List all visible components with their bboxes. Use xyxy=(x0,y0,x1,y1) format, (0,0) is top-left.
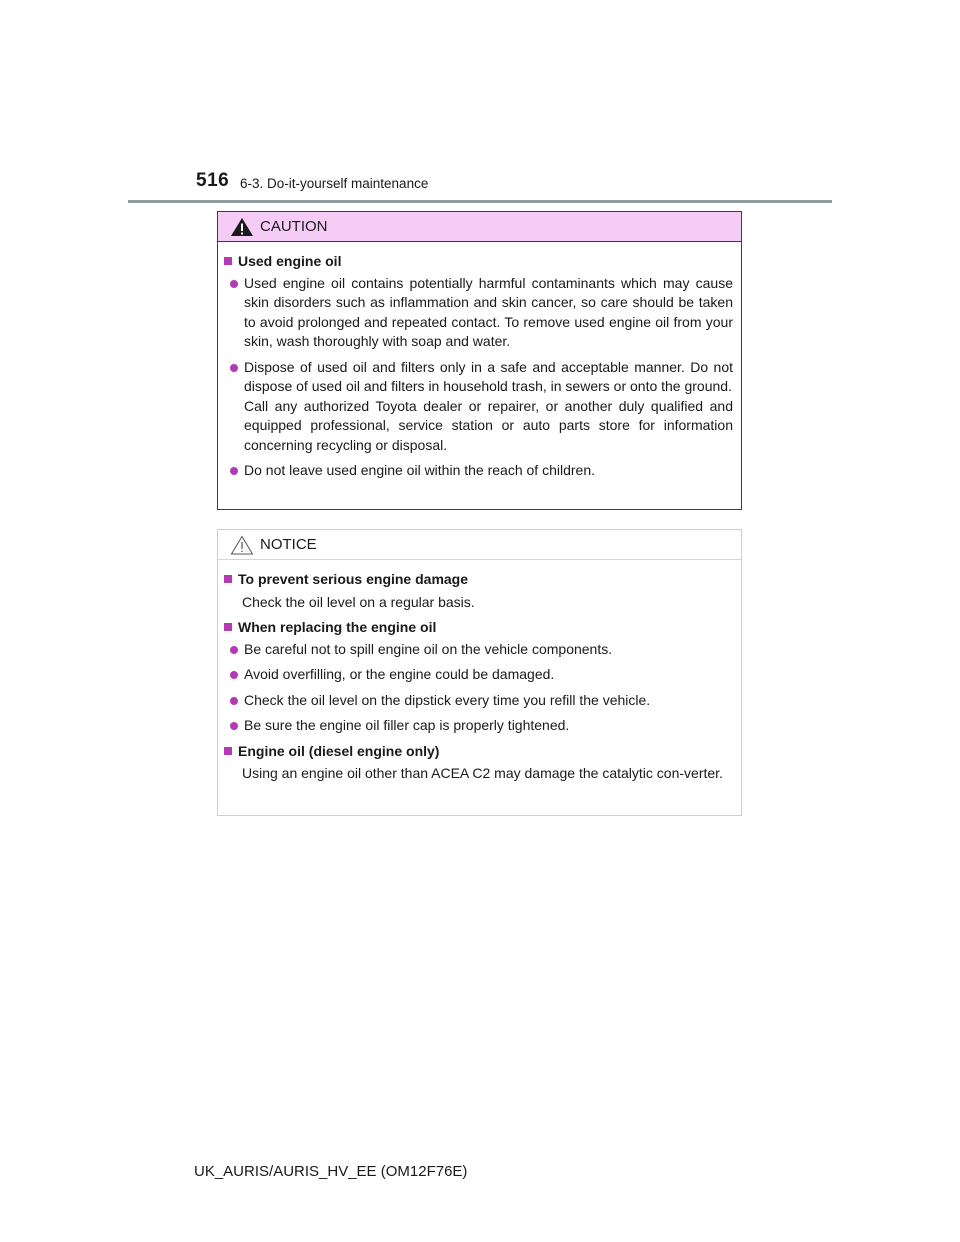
heading-text: When replacing the engine oil xyxy=(238,619,437,635)
warning-outline-icon xyxy=(230,535,254,555)
square-bullet-icon xyxy=(224,747,232,755)
list-item xyxy=(224,665,733,685)
caution-title: CAUTION xyxy=(260,218,328,235)
notice-heading xyxy=(224,570,733,590)
heading-text: Used engine oil xyxy=(238,253,342,269)
round-bullet-icon xyxy=(230,697,238,705)
notice-heading xyxy=(224,742,733,762)
list-item xyxy=(224,358,733,456)
bullet-text xyxy=(244,358,733,456)
round-bullet-icon xyxy=(230,646,238,654)
round-bullet-icon xyxy=(230,364,238,372)
notice-header xyxy=(218,530,741,560)
round-bullet-icon xyxy=(230,467,238,475)
heading-text: Engine oil (diesel engine only) xyxy=(238,742,440,759)
notice-heading xyxy=(224,618,733,638)
caution-bullets xyxy=(224,274,733,481)
caution-header xyxy=(218,212,741,242)
list-item xyxy=(224,274,733,352)
round-bullet-icon xyxy=(230,280,238,288)
notice-title: NOTICE xyxy=(260,536,317,553)
caution-heading xyxy=(224,252,733,272)
notice-body xyxy=(218,560,741,784)
bullet-text: Do not leave used engine oil within the reach of children. xyxy=(244,462,595,478)
list-item xyxy=(224,691,733,711)
notice-paragraph: Check the oil level on a regular basis. xyxy=(242,593,475,610)
round-bullet-icon xyxy=(230,671,238,679)
list-item xyxy=(224,640,733,660)
bullet-text: Avoid overfilling, or the engine could be damaged. xyxy=(244,666,555,682)
bullet-text: Used engine oil contains potentially harmful contaminants which may cause skin disorders such as inflammation and skin cancer, so care should be taken to avoid prolonged and repeated contact. To remove used engine oil from your skin, wash thoroughly with soap and water. xyxy=(244,274,733,349)
notice-bullets xyxy=(224,640,733,736)
bullet-text-extra: Call any authorized Toyota dealer or repairer, or another duly qualified and equipped professional, service station or auto parts store for information concerning recycling or disposal. xyxy=(244,397,733,453)
bullet-text: Be sure the engine oil filler cap is properly tightened. xyxy=(244,717,570,733)
bullet-text: Check the oil level on the dipstick every time you refill the vehicle. xyxy=(244,691,651,708)
notice-paragraph: Using an engine oil other than ACEA C2 may damage the catalytic con-verter. xyxy=(242,765,723,781)
header-rule xyxy=(128,200,832,203)
round-bullet-icon xyxy=(230,722,238,730)
warning-icon xyxy=(230,217,254,237)
square-bullet-icon xyxy=(224,623,232,631)
caution-box xyxy=(217,211,742,510)
bullet-text: Be careful not to spill engine oil on the vehicle components. xyxy=(244,640,613,657)
square-bullet-icon xyxy=(224,257,232,265)
bullet-text-main: Dispose of used oil and filters only in a safe and acceptable manner. Do not dispose of used oil and filters in household trash, in sewers or onto the ground. xyxy=(244,358,733,394)
list-item xyxy=(224,716,733,736)
notice-box xyxy=(217,529,742,816)
heading-text: To prevent serious engine damage xyxy=(238,571,469,587)
list-item xyxy=(224,461,733,481)
caution-body xyxy=(218,242,741,481)
document-code: UK_AURIS/AURIS_HV_EE (OM12F76E) xyxy=(194,1163,468,1180)
square-bullet-icon xyxy=(224,575,232,583)
page-number: 516 xyxy=(196,170,230,191)
section-title: 6-3. Do-it-yourself maintenance xyxy=(240,176,429,191)
